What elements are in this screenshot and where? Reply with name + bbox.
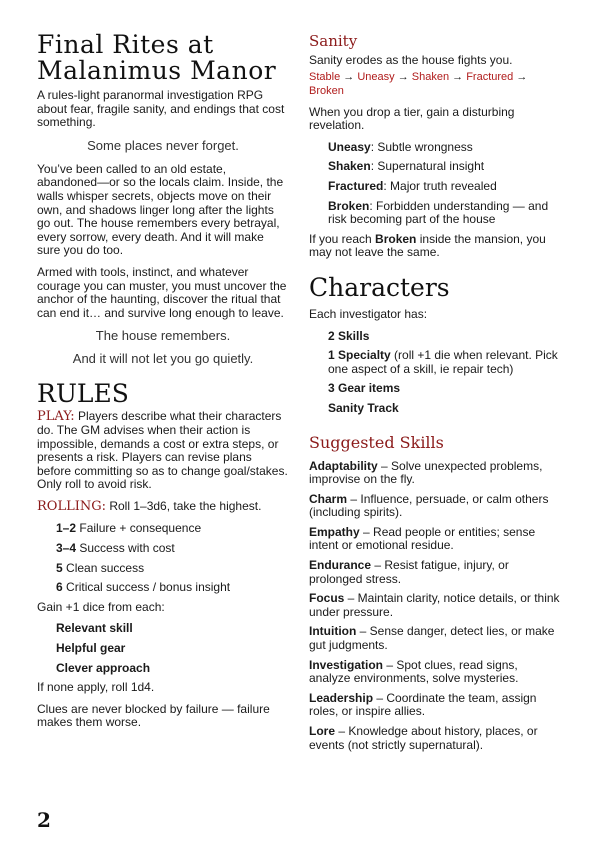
- skill-item: [309, 592, 561, 619]
- level-text: : Forbidden understanding — and risk becoming part of the house: [328, 198, 549, 227]
- outcome-text: Failure + consequence: [79, 521, 202, 536]
- skill-name: Charm: [309, 491, 348, 506]
- play-text: Players describe what their characters do. The GM advises when their action is impossible, demands a cost or extra steps, or presents a risk. Players can revise plans before committing so as to change goal/stakes. Only roll to avoid risk.: [37, 409, 288, 492]
- outcome-key: 6: [56, 580, 63, 595]
- rolling-label: ROLLING:: [37, 498, 106, 514]
- character-item: [328, 402, 561, 416]
- bonus-item: Relevant skill: [56, 621, 133, 636]
- skill-item: [309, 460, 561, 487]
- outcome-text: Success with cost: [79, 541, 175, 556]
- tier-arrow: →: [452, 70, 464, 83]
- skill-name: Lore: [309, 724, 336, 738]
- level-name: Uneasy: [328, 139, 371, 154]
- skill-name: Endurance: [309, 558, 372, 573]
- rolling-text: Roll 1–3d6, take the highest.: [109, 498, 262, 513]
- character-item-bold: 2 Skills: [328, 328, 370, 343]
- broken-rule: [309, 233, 561, 260]
- skill-text: – Sense danger, detect lies, or make gut judgments.: [309, 624, 555, 653]
- character-item-text: (roll +1 die when relevant. Pick one aspect of a skill, ie repair tech): [328, 348, 558, 376]
- skill-item: [309, 625, 561, 652]
- tier-arrow: →: [343, 70, 355, 83]
- skill-item: [309, 692, 561, 719]
- quote-not-quietly: And it will not let you go quietly.: [72, 351, 254, 367]
- tier-arrow: →: [516, 70, 528, 83]
- broken-pre: If you reach: [309, 231, 376, 246]
- tier-stable: Stable: [309, 70, 341, 83]
- intro-paragraph-2: Armed with tools, instinct, and whatever courage you can muster, you must uncover the anchor of the haunting, discover the ritual that can end it… and survive long enough to leave.: [37, 264, 287, 320]
- broken-post: inside the mansion, you may not leave the same.: [309, 231, 546, 260]
- tier-arrow: →: [397, 70, 409, 83]
- quote-never-forget: Some places never forget.: [87, 137, 239, 153]
- left-column: [37, 32, 289, 738]
- page-number: 2: [37, 808, 51, 832]
- sanity-intro: Sanity erodes as the house fights you.: [309, 53, 513, 67]
- gain-dice: Gain +1 dice from each:: [37, 599, 165, 614]
- clues-rule: Clues are never blocked by failure — failure makes them worse.: [37, 701, 270, 730]
- skill-text: – Solve unexpected problems, improvise on the fly.: [309, 458, 543, 487]
- right-column: [309, 32, 561, 758]
- rolling-rule: [37, 500, 289, 514]
- sanity-heading: Sanity: [309, 32, 358, 50]
- tier-fractured: Fractured: [466, 70, 514, 83]
- sanity-drop: When you drop a tier, gain a disturbing revelation.: [309, 104, 515, 133]
- skill-item: [309, 526, 561, 553]
- outcome-text: Clean success: [66, 560, 145, 575]
- outcome-item: [56, 522, 289, 536]
- skills-list: [309, 460, 561, 753]
- skill-name: Investigation: [309, 657, 384, 672]
- title-line-2: Malanimus Manor: [37, 56, 277, 85]
- quote-house-remembers: The house remembers.: [95, 328, 231, 344]
- skill-item: [309, 559, 561, 586]
- page-title: [37, 32, 289, 84]
- bonus-item: Helpful gear: [56, 641, 126, 656]
- skill-text: – Knowledge about history, places, or events (not strictly supernatural).: [309, 724, 538, 752]
- skill-text: – Influence, persuade, or calm others (including spirits).: [309, 491, 549, 520]
- outcome-key: 1–2: [56, 521, 77, 536]
- characters-heading: Characters: [309, 272, 450, 302]
- skill-item: [309, 659, 561, 686]
- skill-name: Empathy: [309, 524, 360, 539]
- skill-item: [309, 725, 561, 752]
- title-line-1: Final Rites at: [37, 30, 214, 59]
- level-text: : Major truth revealed: [383, 178, 497, 193]
- outcome-text: Critical success / bonus insight: [66, 580, 231, 595]
- sanity-tiers: [309, 70, 561, 98]
- outcome-key: 5: [56, 560, 63, 575]
- skill-name: Adaptability: [309, 458, 378, 473]
- level-name: Fractured: [328, 178, 384, 193]
- skill-text: – Read people or entities; sense intent or emotional residue.: [309, 524, 536, 553]
- suggested-skills-heading: Suggested Skills: [309, 432, 444, 452]
- sanity-level: [328, 180, 561, 194]
- skill-text: – Spot clues, read signs, analyze environments, solve mysteries.: [309, 657, 519, 686]
- character-item-bold: 1 Specialty: [328, 348, 391, 363]
- tier-uneasy: Uneasy: [357, 70, 395, 83]
- play-rule: [37, 410, 289, 492]
- outcome-item: [56, 542, 289, 556]
- skill-text: – Maintain clarity, notice details, or think under pressure.: [309, 591, 560, 619]
- skill-item: [309, 493, 561, 520]
- character-item: [328, 330, 561, 344]
- bonus-item: Clever approach: [56, 660, 151, 675]
- intro-paragraph-1: You’ve been called to an old estate, abandoned—or so the locals claim. Inside, the walls whisper secrets, objects move on their own, and shadows linger long after the lights go out. The house remembers every betrayal, every sorrow, every death. And it will make sure you do too.: [37, 161, 284, 258]
- skill-name: Focus: [309, 591, 345, 606]
- level-name: Broken: [328, 198, 370, 213]
- skill-text: – Coordinate the team, assign roles, or inspire allies.: [309, 690, 537, 719]
- level-text: : Subtle wrongness: [370, 139, 473, 154]
- sanity-level: [328, 200, 561, 227]
- level-name: Shaken: [328, 159, 371, 174]
- character-item: [328, 382, 561, 396]
- play-label: PLAY:: [37, 409, 75, 425]
- character-item-bold: 3 Gear items: [328, 381, 401, 396]
- sanity-level: [328, 160, 561, 174]
- tier-broken: Broken: [309, 84, 344, 97]
- tagline: A rules-light paranormal investigation RPG about fear, fragile sanity, and endings that cost something.: [37, 88, 285, 130]
- skill-text: – Resist fatigue, injury, or prolonged stress.: [309, 558, 509, 586]
- level-text: : Supernatural insight: [370, 159, 485, 174]
- tier-shaken: Shaken: [411, 70, 450, 83]
- character-item-bold: Sanity Track: [328, 400, 399, 415]
- outcome-item: [56, 581, 289, 595]
- characters-intro: Each investigator has:: [309, 306, 428, 321]
- none-apply: If none apply, roll 1d4.: [37, 680, 155, 695]
- character-item: [328, 349, 561, 376]
- skill-name: Intuition: [309, 624, 357, 639]
- skill-name: Leadership: [309, 690, 374, 705]
- sanity-level: [328, 141, 561, 155]
- rules-heading: RULES: [37, 379, 129, 409]
- outcome-key: 3–4: [56, 541, 77, 556]
- broken-word: Broken: [375, 231, 417, 246]
- outcome-item: [56, 562, 289, 576]
